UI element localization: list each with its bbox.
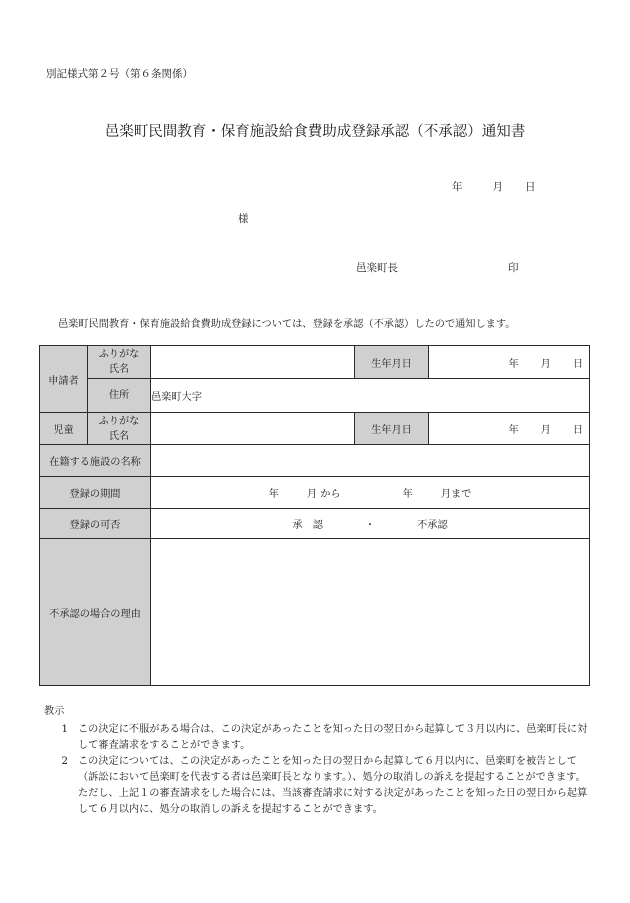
note-item bbox=[44, 722, 592, 754]
intro-text: 邑楽町民間教育・保育施設給食費助成登録については、登録を承認（不承認）したので通知します。 bbox=[58, 319, 516, 330]
approve-option[interactable]: 承 認 bbox=[292, 520, 323, 531]
applicant-birthdate-field[interactable] bbox=[429, 346, 590, 379]
period-year-from: 年 bbox=[268, 489, 279, 500]
form-number: 別記様式第２号（第６条関係） bbox=[46, 68, 193, 80]
applicant-name-field[interactable] bbox=[151, 346, 355, 379]
notes-heading: 教示 bbox=[44, 706, 65, 717]
applicant-birth-month: 月 bbox=[540, 358, 551, 370]
period-field[interactable] bbox=[151, 477, 590, 509]
child-birth-year: 年 bbox=[508, 425, 519, 436]
child-furigana-name-label bbox=[88, 413, 151, 445]
note-text: この決定については、この決定があったことを知った日の翌日から起算して６月以内に、邑楽町を被告として（訴訟において邑楽町を代表する者は邑楽町長となります。）、処分の取消しの訴えを提起することができます。ただし、上記１の審査請求をした場合には、当該審査請求に対する決定があったことを知った日の翌日から起算して６月以内に、処分の取消しの訴えを提起することができます。 bbox=[78, 756, 588, 815]
note-item bbox=[44, 754, 592, 818]
child-birthdate-field[interactable] bbox=[429, 413, 590, 445]
issuer-name: 邑楽町長 bbox=[356, 262, 398, 274]
approval-field[interactable] bbox=[151, 509, 590, 539]
applicant-label: 申請者 bbox=[40, 346, 88, 413]
facility-label: 在籍する施設の名称 bbox=[40, 445, 151, 477]
option-separator: ・ bbox=[364, 520, 376, 531]
applicant-name-label: 氏名 bbox=[108, 364, 130, 375]
date-day: 日 bbox=[525, 181, 536, 193]
note-text: この決定に不服がある場合は、この決定があったことを知った日の翌日から起算して３月以内に、邑楽町長に対して審査請求をすることができます。 bbox=[78, 724, 588, 751]
applicant-birth-year: 年 bbox=[508, 358, 519, 370]
document-title: 邑楽町民間教育・保育施設給食費助成登録承認（不承認）通知書 bbox=[104, 124, 526, 140]
approval-label: 登録の可否 bbox=[40, 509, 151, 539]
child-label: 児童 bbox=[40, 413, 88, 445]
address-field[interactable]: 邑楽町大字 bbox=[151, 379, 590, 413]
seal-mark: 印 bbox=[508, 262, 519, 274]
addressee-suffix: 様 bbox=[238, 213, 249, 225]
applicant-furigana-name-label bbox=[88, 346, 151, 379]
instruction-notes bbox=[44, 704, 592, 818]
period-year-to: 年 bbox=[402, 489, 413, 500]
period-month-from: 月 から bbox=[306, 489, 341, 500]
child-birth-day: 日 bbox=[572, 425, 583, 436]
date-month: 月 bbox=[492, 181, 503, 193]
child-furigana-label: ふりがな bbox=[98, 415, 140, 427]
period-month-to: 月まで bbox=[440, 489, 472, 500]
child-birthdate-label: 生年月日 bbox=[355, 413, 429, 445]
applicant-birthdate-label: 生年月日 bbox=[355, 346, 429, 379]
applicant-furigana-label: ふりがな bbox=[98, 349, 140, 360]
date-year: 年 bbox=[452, 181, 463, 193]
note-number: 2 bbox=[61, 756, 68, 767]
note-number: 1 bbox=[61, 724, 68, 735]
reason-label: 不承認の場合の理由 bbox=[40, 539, 151, 686]
period-label: 登録の期間 bbox=[40, 477, 151, 509]
child-name-field[interactable] bbox=[151, 413, 355, 445]
reject-option[interactable]: 不承認 bbox=[417, 520, 448, 531]
address-label: 住所 bbox=[88, 379, 151, 413]
facility-field[interactable] bbox=[151, 445, 590, 477]
reason-field[interactable] bbox=[151, 539, 590, 686]
registration-table bbox=[39, 345, 590, 686]
issue-date bbox=[452, 179, 536, 194]
child-birth-month: 月 bbox=[540, 425, 551, 436]
child-name-label: 氏名 bbox=[108, 430, 130, 442]
applicant-birth-day: 日 bbox=[572, 358, 583, 370]
